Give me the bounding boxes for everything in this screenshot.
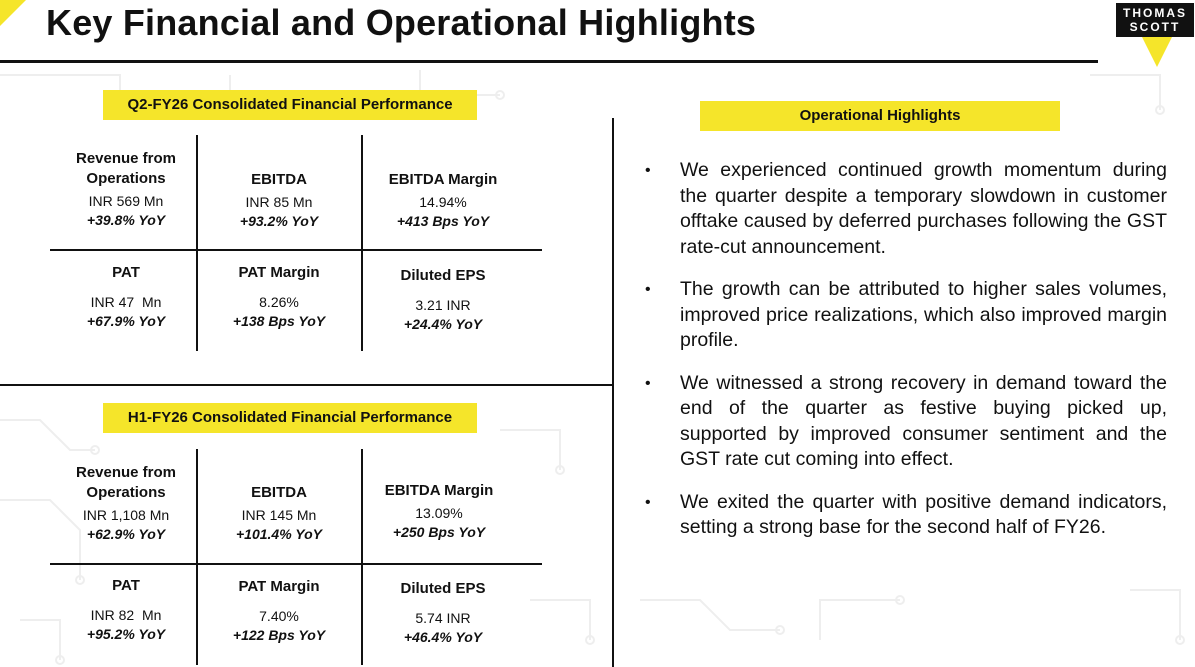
h1-section-label: H1-FY26 Consolidated Financial Performance — [103, 403, 477, 433]
metric-yoy: +122 Bps YoY — [232, 627, 326, 643]
metric-label: Revenue from Operations — [75, 150, 177, 187]
q2-metric-diluted-eps — [370, 266, 516, 334]
q2-grid-vline-4 — [361, 250, 363, 351]
metric-label: EBITDA Margin — [384, 482, 494, 499]
metric-yoy: +95.2% YoY — [86, 626, 166, 642]
metric-label: Revenue from Operations — [75, 464, 177, 501]
operational-highlights-list — [645, 158, 1167, 558]
metric-yoy: +39.8% YoY — [86, 212, 166, 228]
h1-metric-ebitda-margin — [366, 481, 512, 542]
metric-label: Diluted EPS — [400, 580, 486, 597]
metric-yoy: +93.2% YoY — [239, 213, 319, 229]
h1-metric-diluted-eps — [370, 579, 516, 647]
metric-label: PAT Margin — [238, 578, 320, 595]
h1-metric-ebitda — [206, 483, 352, 544]
q2-metric-ebitda-margin — [370, 170, 516, 231]
page-title: Key Financial and Operational Highlights — [46, 2, 757, 43]
metric-value: INR 85 Mn — [245, 194, 313, 210]
metric-yoy: +101.4% YoY — [235, 526, 322, 542]
metric-label: EBITDA Margin — [388, 171, 498, 188]
metric-value: 3.21 INR — [415, 297, 471, 313]
bullet-text: We exited the quarter with positive demand indicators, setting a strong base for the second half of FY26. — [680, 490, 1167, 538]
metric-value: 14.94% — [419, 194, 467, 210]
bullet-icon: • — [645, 281, 651, 298]
section-divider — [0, 384, 613, 386]
metric-value: INR 82 Mn — [90, 607, 162, 623]
metric-yoy: +413 Bps YoY — [396, 213, 490, 229]
q2-metric-pat-margin — [206, 263, 352, 331]
q2-grid-hline — [50, 249, 542, 251]
metric-label: PAT Margin — [238, 264, 320, 281]
list-item — [645, 158, 1167, 260]
operational-highlights-label: Operational Highlights — [700, 101, 1060, 131]
metric-value: 8.26% — [259, 294, 299, 310]
metric-value: INR 1,108 Mn — [82, 507, 170, 523]
q2-metric-revenue — [53, 149, 199, 230]
corner-accent — [0, 0, 26, 26]
metric-label: EBITDA — [251, 171, 307, 188]
thomas-scott-logo — [1112, 0, 1195, 70]
bullet-text: We witnessed a strong recovery in demand toward the end of the quarter as festive buying picked up, supported by improved consumer sentiment and the GST rate cut coming into effect. — [680, 371, 1167, 470]
metric-yoy: +46.4% YoY — [403, 629, 483, 645]
logo-line-2: SCOTT — [1129, 20, 1181, 34]
title-underline — [0, 60, 1098, 63]
metric-label: PAT — [112, 264, 140, 281]
h1-metric-revenue — [53, 463, 199, 544]
metric-value: 5.74 INR — [415, 610, 471, 626]
metric-yoy: +250 Bps YoY — [392, 524, 486, 540]
h1-metric-pat-margin — [206, 577, 352, 645]
list-item — [645, 490, 1167, 541]
bullet-icon: • — [645, 162, 651, 179]
h1-metric-pat — [53, 576, 199, 644]
h1-grid-vline-4 — [361, 564, 363, 665]
q2-section-label: Q2-FY26 Consolidated Financial Performance — [103, 90, 477, 120]
list-item — [645, 277, 1167, 354]
column-divider — [612, 118, 614, 667]
logo-line-1: THOMAS — [1123, 6, 1187, 20]
bullet-text: We experienced continued growth momentum during the quarter despite a temporary slowdown in customer offtake caused by deferred purchases following the GST rate-cut announcement. — [680, 159, 1167, 258]
metric-yoy: +67.9% YoY — [86, 313, 166, 329]
metric-yoy: +62.9% YoY — [86, 526, 166, 542]
metric-value: INR 47 Mn — [90, 294, 162, 310]
metric-value: 7.40% — [259, 608, 299, 624]
logo-wordmark-box — [1116, 3, 1194, 37]
bullet-text: The growth can be attributed to higher sales volumes, improved price realizations, which also improved margin profile. — [680, 278, 1167, 351]
logo-triangle — [1142, 37, 1172, 67]
bullet-icon: • — [645, 374, 651, 392]
q2-metric-pat — [53, 263, 199, 331]
metric-yoy: +24.4% YoY — [403, 316, 483, 332]
h1-grid-vline-2 — [361, 449, 363, 564]
bullet-icon: • — [645, 493, 651, 511]
metric-yoy: +138 Bps YoY — [232, 313, 326, 329]
metric-value: INR 569 Mn — [88, 193, 164, 209]
metric-value: 13.09% — [415, 505, 463, 521]
q2-grid-vline-2 — [361, 135, 363, 250]
list-item — [645, 371, 1167, 473]
h1-grid-hline — [50, 563, 542, 565]
metric-value: INR 145 Mn — [241, 507, 317, 523]
q2-metric-ebitda — [206, 170, 352, 231]
metric-label: EBITDA — [251, 484, 307, 501]
metric-label: Diluted EPS — [400, 267, 486, 284]
metric-label: PAT — [112, 577, 140, 594]
